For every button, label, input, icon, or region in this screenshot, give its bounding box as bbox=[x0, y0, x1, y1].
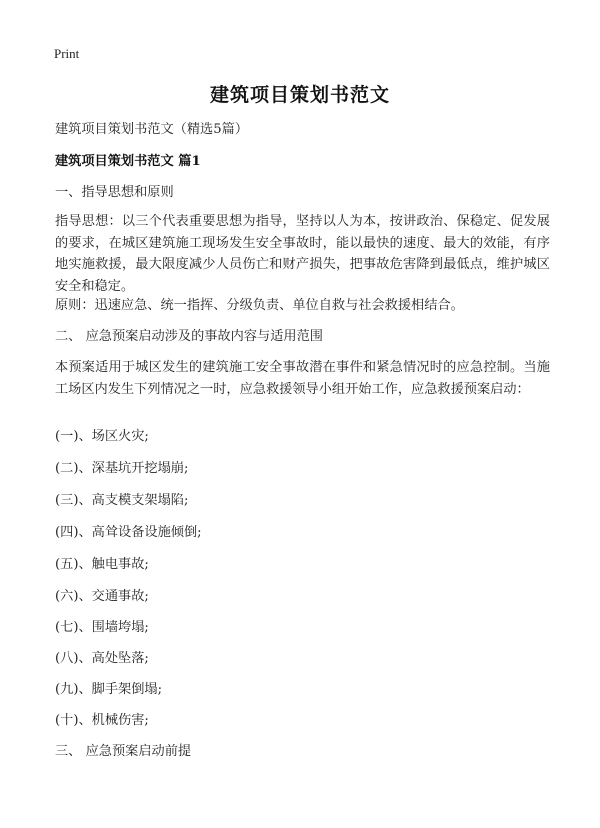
page-title: 建筑项目策划书范文 bbox=[209, 84, 390, 106]
list-item: (十)、机械伤害; bbox=[55, 713, 149, 728]
list-item: (九)、脚手架倒塌; bbox=[55, 682, 163, 697]
section-heading: 建筑项目策划书范文 篇1 bbox=[55, 154, 201, 169]
heading-guiding-principles: 一、指导思想和原则 bbox=[55, 185, 174, 200]
list-item: (二)、深基坑开挖塌崩; bbox=[55, 461, 189, 476]
document-subtitle: 建筑项目策划书范文（精选5篇） bbox=[55, 122, 249, 137]
list-item: (五)、触电事故; bbox=[55, 557, 149, 572]
list-item: (一)、场区火灾; bbox=[55, 429, 149, 444]
print-label[interactable]: Print bbox=[54, 46, 80, 61]
paragraph-scope: 本预案适用于城区发生的建筑施工安全事故潜在事件和紧急情况时的应急控制。当施工场区内发生下列情况之一时，应急救援领导小组开始工作，应急救援预案启动： bbox=[55, 360, 550, 397]
list-item: (七)、围墙垮塌; bbox=[55, 620, 149, 635]
list-item: (四)、高耸设备设施倾倒; bbox=[55, 525, 202, 540]
heading-scope: 二、 应急预案启动涉及的事故内容与适用范围 bbox=[55, 329, 323, 344]
paragraph-guiding-thought: 指导思想：以三个代表重要思想为指导，坚持以人为本，按讲政治、保稳定、促发展的要求，在城区建筑施工现场发生安全事故时，能以最快的速度、最大的效能，有序地实施救援，最大限度减少人员伤亡和财产损失，把事故危害降到最低点，维护城区安全和稳定。 bbox=[55, 214, 550, 294]
paragraph-principles: 原则：迅速应急、统一指挥、分级负责、单位自救与社会救援相结合。 bbox=[55, 298, 464, 313]
list-item: (三)、高支模支架塌陷; bbox=[55, 493, 189, 508]
list-item: (八)、高处坠落; bbox=[55, 651, 149, 666]
list-item: (六)、交通事故; bbox=[55, 589, 149, 604]
heading-trigger-conditions: 三、 应急预案启动前提 bbox=[55, 744, 192, 759]
